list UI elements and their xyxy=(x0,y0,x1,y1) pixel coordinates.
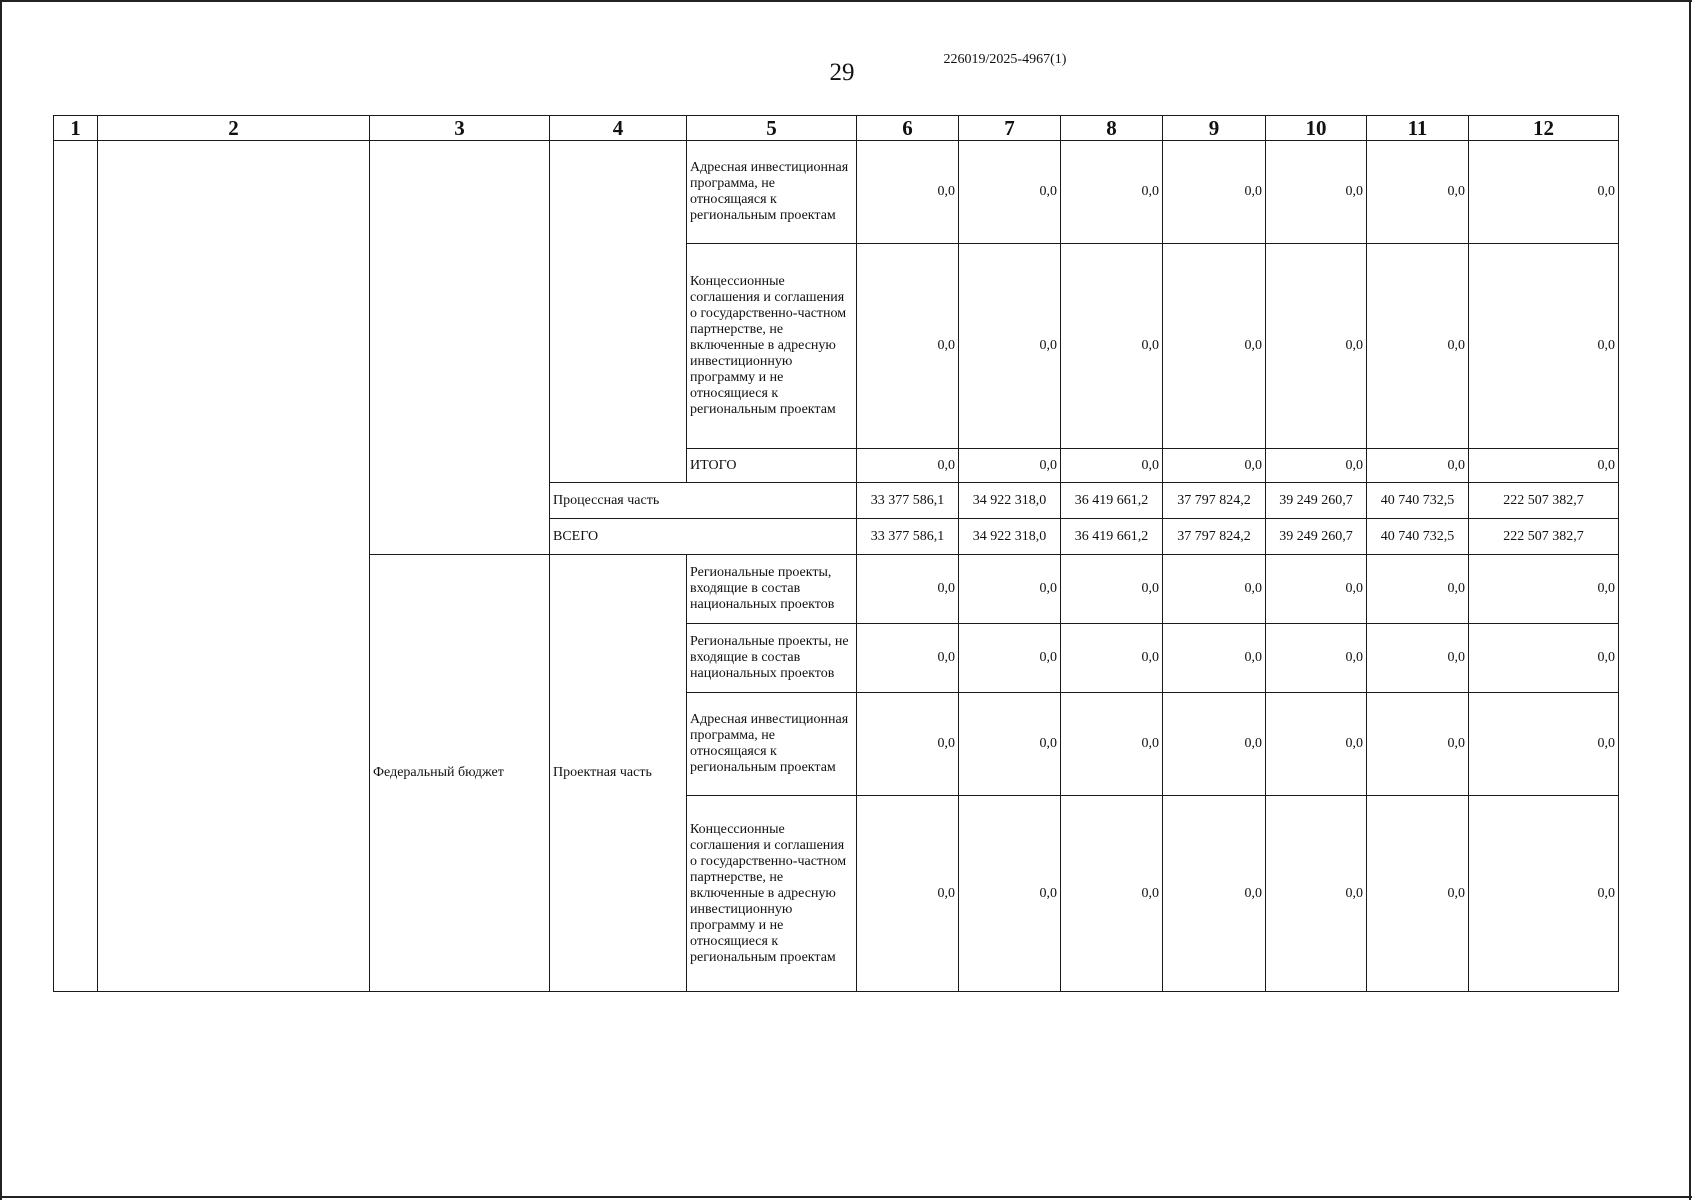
row-label: Концессионные соглашения и соглашения о государственно-частном партнерстве, не включенные в адресную инвестиционную программу и не относящиеся к региональным проектам xyxy=(687,796,857,992)
value-cell: 0,0 xyxy=(1266,449,1367,483)
value-cell: 0,0 xyxy=(1061,244,1163,449)
value-cell: 0,0 xyxy=(959,141,1061,244)
document-number: 226019/2025-4967(1) xyxy=(943,52,1067,67)
value-cell: 0,0 xyxy=(959,624,1061,693)
value-cell: 0,0 xyxy=(1266,555,1367,624)
value-cell: 0,0 xyxy=(1367,624,1469,693)
value-cell: 0,0 xyxy=(959,244,1061,449)
row-label: ИТОГО xyxy=(687,449,857,483)
column-header: 4 xyxy=(550,116,687,141)
value-cell: 0,0 xyxy=(959,449,1061,483)
value-cell: 0,0 xyxy=(857,555,959,624)
federal-budget-label: Федеральный бюджет xyxy=(370,555,550,992)
value-cell: 0,0 xyxy=(1061,555,1163,624)
value-cell: 0,0 xyxy=(1367,244,1469,449)
value-cell: 0,0 xyxy=(857,624,959,693)
value-cell: 0,0 xyxy=(1061,624,1163,693)
value-cell: 0,0 xyxy=(1367,141,1469,244)
value-cell: 36 419 661,2 xyxy=(1061,519,1163,555)
value-cell: 0,0 xyxy=(1469,555,1619,624)
value-cell: 0,0 xyxy=(1061,693,1163,796)
value-cell: 40 740 732,5 xyxy=(1367,519,1469,555)
value-cell: 0,0 xyxy=(1163,796,1266,992)
column-header: 11 xyxy=(1367,116,1469,141)
row-label: Концессионные соглашения и соглашения о государственно-частном партнерстве, не включенные в адресную инвестиционную программу и не относящиеся к региональным проектам xyxy=(687,244,857,449)
value-cell: 39 249 260,7 xyxy=(1266,483,1367,519)
row-label: Региональные проекты, не входящие в состав национальных проектов xyxy=(687,624,857,693)
value-cell: 0,0 xyxy=(1163,555,1266,624)
column-4-cell xyxy=(550,141,687,483)
value-cell: 39 249 260,7 xyxy=(1266,519,1367,555)
value-cell: 0,0 xyxy=(857,141,959,244)
value-cell: 0,0 xyxy=(959,693,1061,796)
value-cell: 222 507 382,7 xyxy=(1469,483,1619,519)
value-cell: 0,0 xyxy=(1469,624,1619,693)
value-cell: 33 377 586,1 xyxy=(857,519,959,555)
column-1-cell xyxy=(54,141,98,992)
value-cell: 37 797 824,2 xyxy=(1163,483,1266,519)
budget-table xyxy=(53,115,1619,992)
value-cell: 0,0 xyxy=(1266,141,1367,244)
scan-edge-left xyxy=(0,0,2,1200)
scan-edge-bottom xyxy=(0,1196,1692,1198)
value-cell: 0,0 xyxy=(1367,449,1469,483)
value-cell: 0,0 xyxy=(1367,796,1469,992)
scan-edge-top xyxy=(0,0,1692,2)
column-header: 8 xyxy=(1061,116,1163,141)
value-cell: 0,0 xyxy=(1469,693,1619,796)
value-cell: 0,0 xyxy=(1266,624,1367,693)
scan-edge-right xyxy=(1689,0,1691,1200)
value-cell: 0,0 xyxy=(1163,693,1266,796)
value-cell: 0,0 xyxy=(857,449,959,483)
column-header: 5 xyxy=(687,116,857,141)
row-label: Адресная инвестиционная программа, не относящаяся к региональным проектам xyxy=(687,693,857,796)
value-cell: 0,0 xyxy=(1469,141,1619,244)
column-2-cell xyxy=(98,141,370,992)
row-label: Региональные проекты, входящие в состав национальных проектов xyxy=(687,555,857,624)
column-header: 1 xyxy=(54,116,98,141)
project-part-label: Проектная часть xyxy=(550,555,687,992)
value-cell: 0,0 xyxy=(1163,244,1266,449)
value-cell: 0,0 xyxy=(1266,244,1367,449)
column-number-header xyxy=(54,116,1619,141)
page-number: 29 xyxy=(829,59,855,86)
value-cell: 0,0 xyxy=(1469,796,1619,992)
value-cell: 33 377 586,1 xyxy=(857,483,959,519)
value-cell: 0,0 xyxy=(1163,449,1266,483)
column-header: 12 xyxy=(1469,116,1619,141)
value-cell: 0,0 xyxy=(1061,796,1163,992)
value-cell: 0,0 xyxy=(1266,796,1367,992)
table-row xyxy=(54,141,1619,244)
column-header: 6 xyxy=(857,116,959,141)
value-cell: 0,0 xyxy=(1061,141,1163,244)
column-header: 3 xyxy=(370,116,550,141)
value-cell: 0,0 xyxy=(959,555,1061,624)
value-cell: 0,0 xyxy=(1469,449,1619,483)
value-cell: 0,0 xyxy=(857,244,959,449)
column-header: 10 xyxy=(1266,116,1367,141)
row-label: Адресная инвестиционная программа, не относящаяся к региональным проектам xyxy=(687,141,857,244)
column-header: 2 xyxy=(98,116,370,141)
value-cell: 37 797 824,2 xyxy=(1163,519,1266,555)
process-part-label: Процессная часть xyxy=(550,483,857,519)
column-3-cell xyxy=(370,141,550,555)
value-cell: 0,0 xyxy=(1163,624,1266,693)
value-cell: 0,0 xyxy=(857,796,959,992)
value-cell: 0,0 xyxy=(857,693,959,796)
value-cell: 34 922 318,0 xyxy=(959,483,1061,519)
column-header: 9 xyxy=(1163,116,1266,141)
value-cell: 36 419 661,2 xyxy=(1061,483,1163,519)
value-cell: 222 507 382,7 xyxy=(1469,519,1619,555)
column-header: 7 xyxy=(959,116,1061,141)
value-cell: 0,0 xyxy=(1266,693,1367,796)
value-cell: 0,0 xyxy=(1367,555,1469,624)
value-cell: 0,0 xyxy=(1469,244,1619,449)
value-cell: 34 922 318,0 xyxy=(959,519,1061,555)
value-cell: 40 740 732,5 xyxy=(1367,483,1469,519)
total-label: ВСЕГО xyxy=(550,519,857,555)
value-cell: 0,0 xyxy=(1163,141,1266,244)
value-cell: 0,0 xyxy=(959,796,1061,992)
value-cell: 0,0 xyxy=(1061,449,1163,483)
value-cell: 0,0 xyxy=(1367,693,1469,796)
